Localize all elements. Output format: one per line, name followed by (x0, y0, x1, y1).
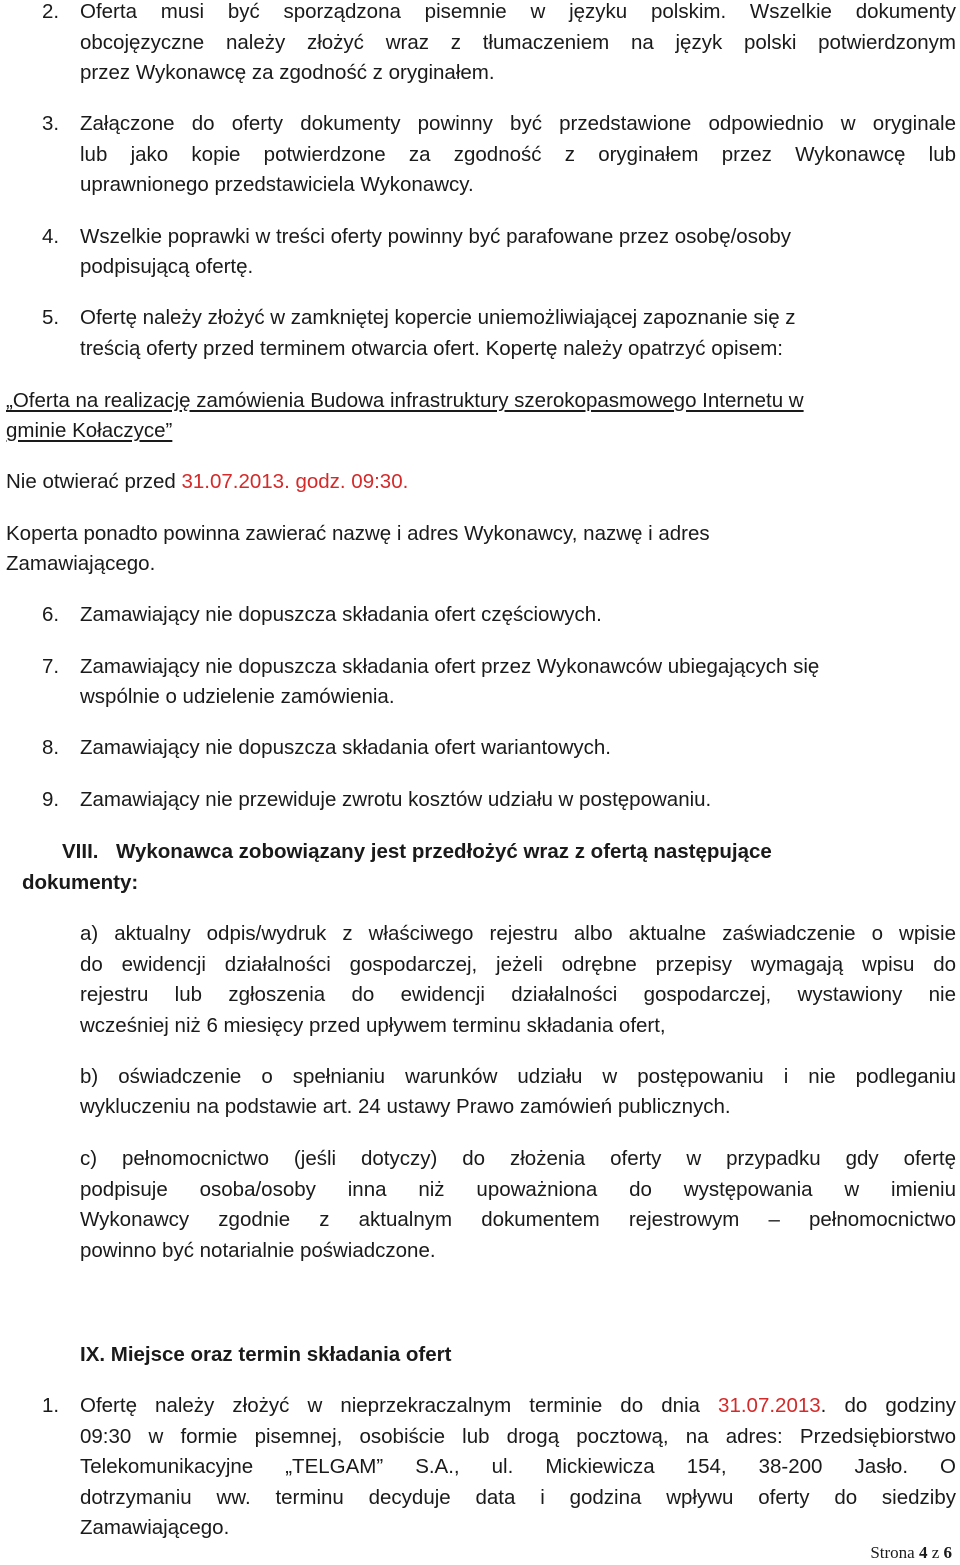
paragraph-line: treścią oferty przed terminem otwarcia ofert. Kopertę należy opatrzyć opisem: (80, 337, 783, 360)
page-total: 6 (943, 1543, 952, 1562)
paragraph-line: 09:30 w formie pisemnej, osobiście lub drogą pocztową, na adres: Przedsiębiorstwo (80, 1425, 956, 1448)
paragraph-line: Zamawiającego. (80, 1516, 230, 1539)
section-heading: IX. Miejsce oraz termin składania ofert (80, 1343, 452, 1366)
requirement-c-line: powinno być notarialnie poświadczone. (80, 1239, 436, 1262)
list-number: 6. (42, 603, 60, 626)
requirement-c-line: c) pełnomocnictwo (jeśli dotyczy) do złożenia oferty w przypadku gdy ofertę (80, 1147, 956, 1170)
paragraph-line: lub jako kopie potwierdzone za zgodność z oryginałem przez Wykonawcę lub (80, 143, 956, 166)
list-number: 7. (42, 655, 60, 678)
do-not-open-label: Nie otwierać przed (6, 470, 182, 493)
paragraph-line: uprawnionego przedstawiciela Wykonawcy. (80, 173, 474, 196)
list-number: 2. (42, 0, 60, 23)
list-number: 5. (42, 306, 60, 329)
requirement-a-line: do ewidencji działalności gospodarczej, jeżeli odrębne przepisy wymagają wpisu do (80, 953, 956, 976)
requirement-a-line: a) aktualny odpis/wydruk z właściwego rejestru albo aktualne zaświadczenie o wpisie (80, 922, 956, 945)
requirement-b-line: b) oświadczenie o spełnianiu warunków udziału w postępowaniu i nie podleganiu (80, 1065, 956, 1088)
paragraph-line: Zamawiający nie dopuszcza składania ofert wariantowych. (80, 736, 611, 759)
requirement-b-line: wykluczeniu na podstawie art. 24 ustawy Prawo zamówień publicznych. (80, 1095, 731, 1118)
requirement-a-line: rejestru lub zgłoszenia do ewidencji działalności gospodarczej, wystawiony nie (80, 983, 956, 1006)
do-not-open-line (6, 467, 408, 497)
deadline-text: Ofertę należy złożyć w nieprzekraczalnym terminie do dnia (80, 1394, 719, 1417)
paragraph-line: przez Wykonawcę za zgodność z oryginałem. (80, 61, 495, 84)
section-heading: Wykonawca zobowiązany jest przedłożyć wraz z ofertą następujące (116, 840, 772, 863)
page-of: z (927, 1543, 944, 1562)
paragraph-line: Wszelkie poprawki w treści oferty powinny być parafowane przez osobę/osoby (80, 225, 791, 248)
section-number: VIII. (62, 840, 99, 863)
requirement-a-line: wcześniej niż 6 miesięcy przed upływem terminu składania ofert, (80, 1014, 666, 1037)
requirement-c-line: Wykonawcy zgodnie z aktualnym dokumentem rejestrowym – pełnomocnictwo (80, 1208, 956, 1231)
section-heading: dokumenty: (22, 871, 139, 894)
paragraph-line: Zamawiającego. (6, 552, 156, 575)
envelope-label-line: gminie Kołaczyce” (6, 419, 173, 442)
opening-date: 31.07.2013. godz. 09:30. (181, 470, 409, 493)
paragraph-line: Zamawiający nie przewiduje zwrotu kosztów udziału w postępowaniu. (80, 788, 712, 811)
list-number: 4. (42, 225, 60, 248)
list-number: 8. (42, 736, 60, 759)
envelope-label-line: „Oferta na realizację zamówienia Budowa infrastruktury szerokopasmowego Internetu w (6, 389, 804, 412)
page-footer (870, 1542, 952, 1564)
paragraph-line: Zamawiający nie dopuszcza składania ofert częściowych. (80, 603, 602, 626)
paragraph-line: Ofertę należy złożyć w zamkniętej kopercie uniemożliwiającej zapoznanie się z (80, 306, 796, 329)
page-number: 4 (918, 1543, 928, 1562)
paragraph-line: dotrzymaniu ww. terminu decyduje data i godzina wpływu oferty do siedziby (80, 1486, 956, 1509)
deadline-date: 31.07.2013 (718, 1394, 821, 1417)
list-number: 1. (42, 1394, 60, 1417)
list-number: 3. (42, 112, 60, 135)
paragraph-line: wspólnie o udzielenie zamówienia. (80, 685, 395, 708)
deadline-line (80, 1391, 956, 1421)
paragraph-line: obcojęzyczne należy złożyć wraz z tłumaczeniem na język polski potwierdzonym (80, 31, 956, 54)
page-label: Strona (870, 1543, 919, 1562)
paragraph-line: Załączone do oferty dokumenty powinny być przedstawione odpowiednio w oryginale (80, 112, 956, 135)
deadline-text: . do godziny (820, 1394, 956, 1417)
paragraph-line: podpisującą ofertę. (80, 255, 254, 278)
paragraph-line: Zamawiający nie dopuszcza składania ofert przez Wykonawców ubiegających się (80, 655, 820, 678)
paragraph-line: Oferta musi być sporządzona pisemnie w języku polskim. Wszelkie dokumenty (80, 0, 956, 23)
paragraph-line: Koperta ponadto powinna zawierać nazwę i adres Wykonawcy, nazwę i adres (6, 522, 710, 545)
paragraph-line: Telekomunikacyjne „TELGAM” S.A., ul. Mickiewicza 154, 38-200 Jasło. O (80, 1455, 956, 1478)
list-number: 9. (42, 788, 60, 811)
requirement-c-line: podpisuje osoba/osoby inna niż upoważniona do występowania w imieniu (80, 1178, 956, 1201)
